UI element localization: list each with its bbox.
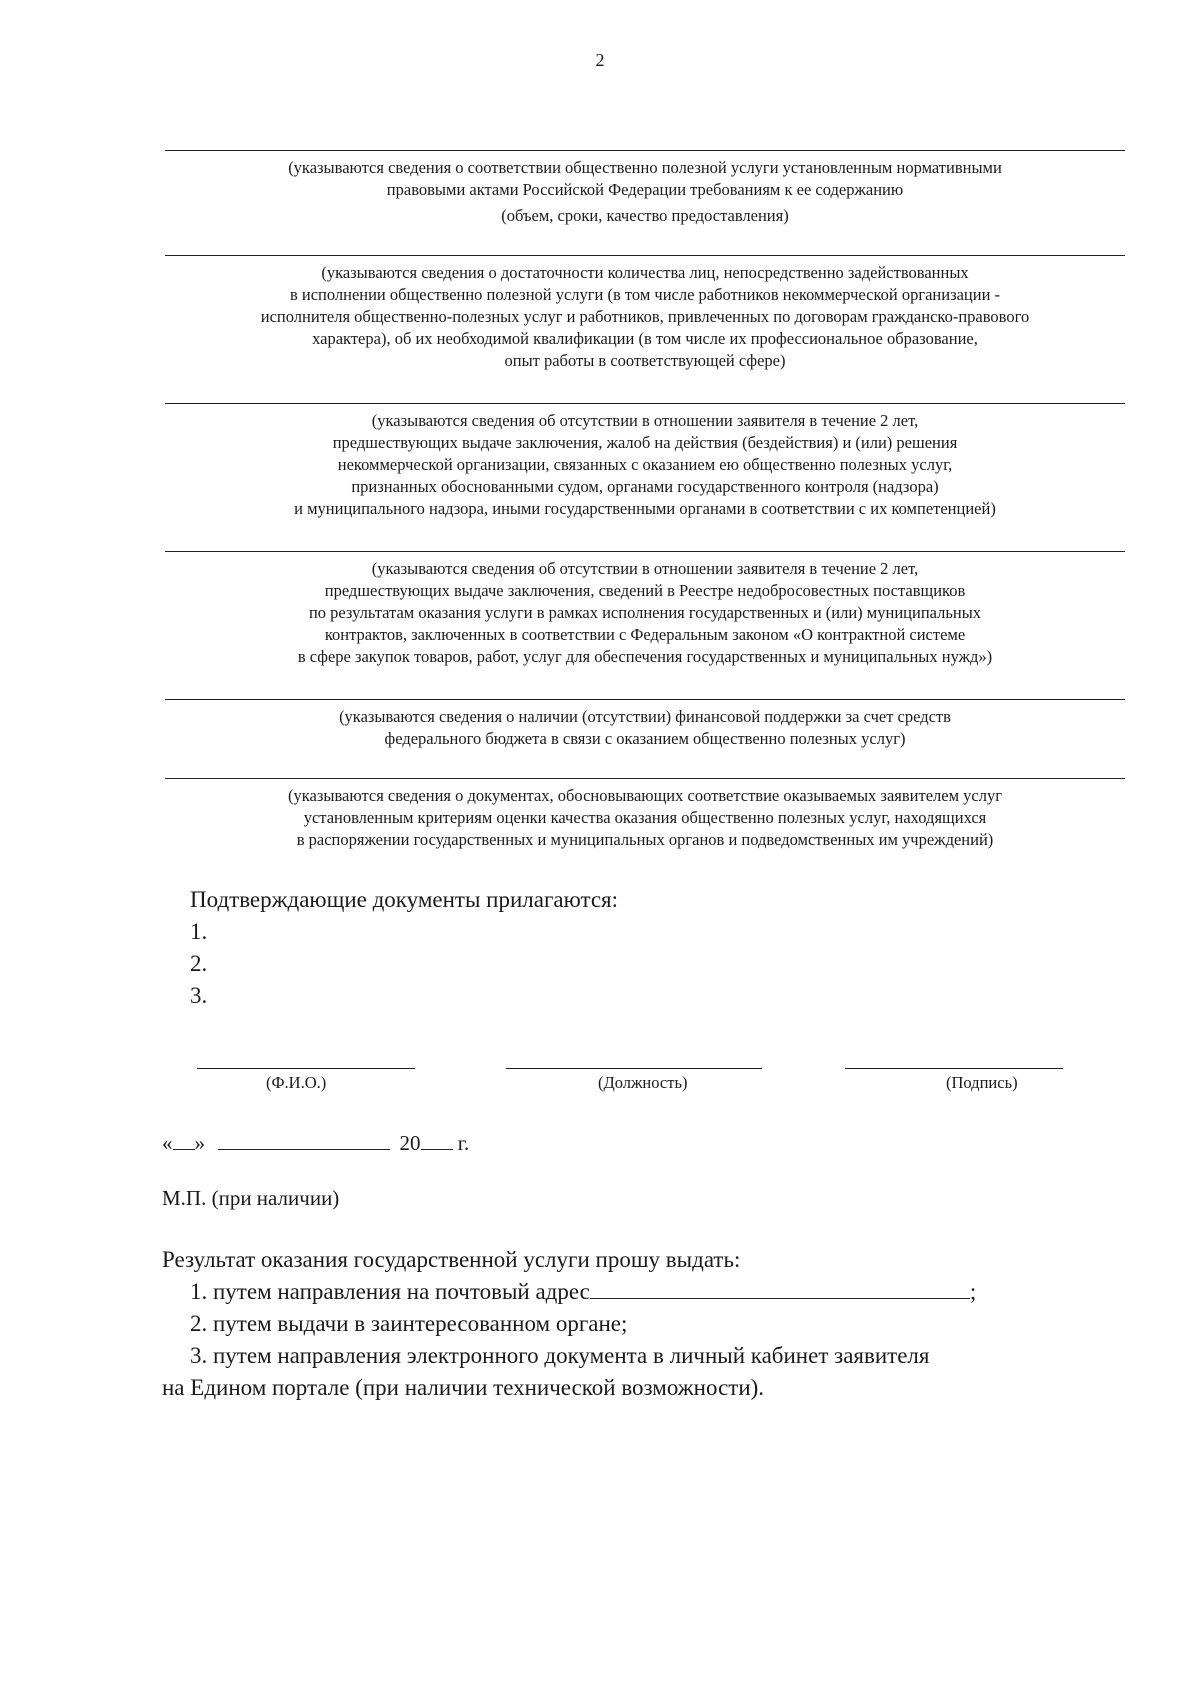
- sign-label: (Подпись): [946, 1073, 1018, 1092]
- fill-in-line[interactable]: [165, 551, 1125, 552]
- field-no-complaints: [165, 403, 1125, 520]
- position-label: (Должность): [598, 1073, 688, 1092]
- field-hint-line: (указываются сведения об отсутствии в отношении заявителя в течение 2 лет,: [371, 559, 919, 578]
- attachments-heading: Подтверждающие документы прилагаются:: [190, 887, 619, 912]
- field-hint-line: (указываются сведения об отсутствии в отношении заявителя в течение 2 лет,: [371, 411, 919, 430]
- field-hint-line: в сфере закупок товаров, работ, услуг для обеспечения государственных и муниципальных нужд»): [297, 647, 993, 666]
- delivery-option-in-person: 2. путем выдачи в заинтересованном органе;: [190, 1311, 628, 1336]
- attachment-item[interactable]: 3.: [190, 983, 208, 1008]
- field-hint-line: исполнителя общественно-полезных услуг и работников, привлеченных по договорам гражданско-правового: [260, 307, 1030, 326]
- position-signature-line[interactable]: [506, 1068, 762, 1069]
- field-hint-line: установленным критериям оценки качества оказания общественно полезных услуг, находящихся: [303, 808, 987, 827]
- field-hint-line: (указываются сведения о соответствии общественно полезной услуги установленным нормативными: [288, 158, 1002, 177]
- delivery-option-electronic: 3. путем направления электронного документа в личный кабинет заявителя: [190, 1343, 930, 1368]
- field-hint-line: предшествующих выдаче заключения, сведений в Реестре недобросовестных поставщиков: [324, 581, 966, 600]
- stamp-note: М.П. (при наличии): [162, 1186, 340, 1210]
- field-staff-sufficiency: [165, 255, 1125, 372]
- date-quote-close: »: [194, 1131, 205, 1155]
- field-hint-line: (указываются сведения о наличии (отсутствии) финансовой поддержки за счет средств: [339, 707, 951, 726]
- postal-option-end: ;: [969, 1279, 977, 1304]
- field-hint-line: по результатам оказания услуги в рамках исполнения государственных и (или) муниципальных: [308, 603, 982, 622]
- field-service-compliance: [165, 150, 1125, 227]
- month-blank[interactable]: [218, 1131, 390, 1150]
- field-hint-line: (указываются сведения о документах, обосновывающих соответствие оказываемых заявителем услуг: [288, 786, 1002, 805]
- postal-option-text: 1. путем направления на почтовый адрес: [190, 1279, 590, 1304]
- fill-in-line[interactable]: [165, 403, 1125, 404]
- field-hint-line: некоммерческой организации, связанных с оказанием ею общественно полезных услуг,: [337, 455, 953, 474]
- field-hint-line: и муниципального надзора, иными государственными органами в соответствии с их компетенцией): [294, 499, 996, 518]
- date-quote-open: «: [162, 1131, 173, 1155]
- fill-in-line[interactable]: [165, 778, 1125, 779]
- fill-in-line[interactable]: [165, 150, 1125, 151]
- name-signature-line[interactable]: [197, 1068, 415, 1069]
- year-blank[interactable]: [421, 1131, 453, 1150]
- fill-in-line[interactable]: [165, 699, 1125, 700]
- field-hint-line: признанных обоснованными судом, органами государственного контроля (надзора): [351, 477, 939, 496]
- field-hint-line: федерального бюджета в связи с оказанием общественно полезных услуг): [384, 729, 906, 748]
- day-blank[interactable]: [173, 1131, 195, 1150]
- year-prefix: 20: [399, 1131, 421, 1155]
- field-hint-line: правовыми актами Российской Федерации требованиям к ее содержанию: [386, 180, 904, 199]
- date-line: [162, 1131, 469, 1156]
- result-delivery-section: [162, 1244, 1122, 1404]
- field-hint-line: в распоряжении государственных и муниципальных органов и подведомственных им учреждений): [296, 830, 994, 849]
- attachment-item[interactable]: 2.: [190, 951, 208, 976]
- field-hint-line: (объем, сроки, качество предоставления): [501, 206, 789, 225]
- delivery-option-postal: [162, 1276, 1122, 1308]
- result-heading: Результат оказания государственной услуги прошу выдать:: [162, 1247, 741, 1272]
- attachments-section: [190, 884, 618, 1012]
- field-hint-line: предшествующих выдаче заключения, жалоб на действия (бездействия) и (или) решения: [332, 433, 958, 452]
- year-suffix: г.: [457, 1131, 470, 1155]
- field-financial-support: [165, 699, 1125, 750]
- field-supporting-documents: [165, 778, 1125, 851]
- field-hint-line: контрактов, заключенных в соответствии с Федеральным законом «О контрактной системе: [324, 625, 966, 644]
- name-label: (Ф.И.О.): [266, 1073, 327, 1092]
- field-hint-line: (указываются сведения о достаточности количества лиц, непосредственно задействованных: [321, 263, 969, 282]
- field-hint-line: опыт работы в соответствующей сфере): [504, 351, 786, 370]
- field-hint-line: характера), об их необходимой квалификации (в том числе их профессиональное образование,: [312, 329, 978, 348]
- field-unfair-suppliers-registry: [165, 551, 1125, 668]
- attachment-item[interactable]: 1.: [190, 919, 208, 944]
- postal-address-blank[interactable]: [590, 1276, 970, 1299]
- field-hint-line: в исполнении общественно полезной услуги (в том числе работников некоммерческой организации -: [289, 285, 1001, 304]
- delivery-option-electronic-continued: на Едином портале (при наличии технической возможности).: [162, 1375, 765, 1400]
- page-number: 2: [595, 50, 605, 70]
- sign-signature-line[interactable]: [845, 1068, 1063, 1069]
- fill-in-line[interactable]: [165, 255, 1125, 256]
